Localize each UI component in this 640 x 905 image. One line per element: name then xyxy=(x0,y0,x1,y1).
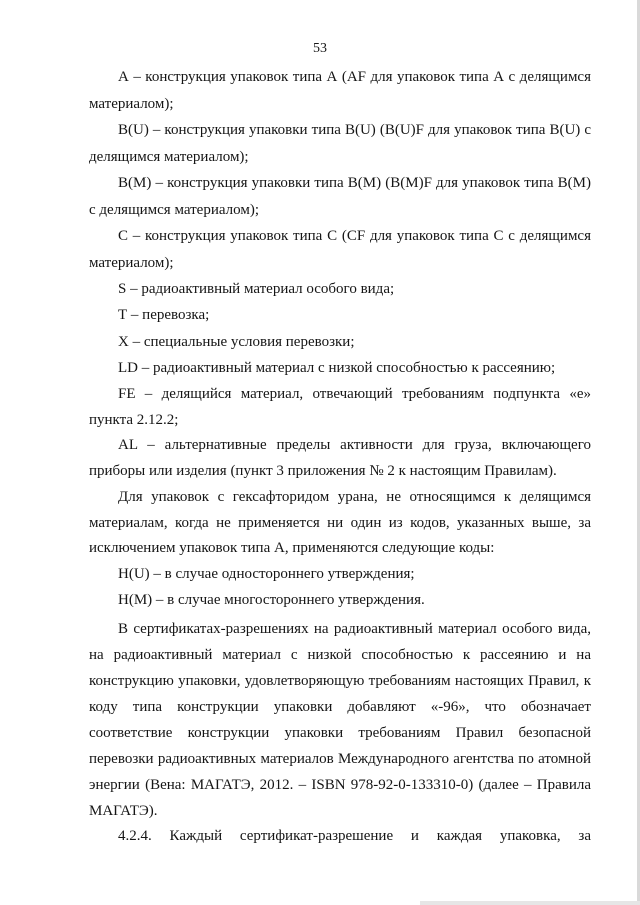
text-line: приборы или изделия (пункт 3 приложения № 2 к настоящим Правилам). xyxy=(89,463,557,479)
text-line: 4.2.4. Каждый сертификат-разрешение и каждая упаковка, за xyxy=(118,828,591,844)
text-line: В(М) – конструкция упаковки типа B(M) (B(M)F для упаковок типа B(M) xyxy=(118,175,591,191)
text-line: Н(М) – в случае многостороннего утверждения. xyxy=(118,592,425,608)
text-line: на радиоактивный материал с низкой способностью к рассеянию и на xyxy=(89,647,591,663)
text-line: материалом); xyxy=(89,255,174,271)
page-number: 53 xyxy=(313,41,327,56)
text-line: энергии (Вена: МАГАТЭ, 2012. – ISBN 978-92-0-133310-0) (далее – Правила xyxy=(89,777,591,793)
text-line: В сертификатах-разрешениях на радиоактивный материал особого вида, xyxy=(118,621,591,637)
text-line: Т – перевозка; xyxy=(118,307,210,323)
text-line: AL – альтернативные пределы активности для груза, включающего xyxy=(118,437,591,453)
text-line: LD – радиоактивный материал с низкой способностью к рассеянию; xyxy=(118,360,556,376)
text-line: делящимся материалом); xyxy=(89,149,249,165)
text-line: С – конструкция упаковок типа C (CF для упаковок типа C с делящимся xyxy=(118,228,591,244)
text-line: пункта 2.12.2; xyxy=(89,412,179,428)
text-line: материалом); xyxy=(89,96,174,112)
page-bottom-shadow xyxy=(420,901,640,905)
text-line: Х – специальные условия перевозки; xyxy=(118,334,355,350)
text-line: с делящимся материалом); xyxy=(89,202,260,218)
text-line: коду типа конструкции упаковки добавляют «-96», что обозначает xyxy=(89,699,591,715)
text-line: перевозки радиоактивных материалов Международного агентства по атомной xyxy=(89,751,591,767)
text-line: исключением упаковок типа А, применяются следующие коды: xyxy=(89,540,495,556)
text-line: соответствие конструкции упаковки требованиям Правил безопасной xyxy=(89,725,591,741)
text-line: H(U) – в случае одностороннего утверждения; xyxy=(118,566,415,582)
text-line: В(U) – конструкция упаковки типа B(U) (B(U)F для упаковок типа B(U) с xyxy=(118,122,591,138)
text-line: FE – делящийся материал, отвечающий требованиям подпункта «е» xyxy=(118,386,591,402)
text-line: S – радиоактивный материал особого вида; xyxy=(118,281,395,297)
text-line: материалам, когда не применяется ни один из кодов, указанных выше, за xyxy=(89,515,591,531)
text-line: МАГАТЭ). xyxy=(89,803,158,819)
text-line: Для упаковок с гексафторидом урана, не относящимся к делящимся xyxy=(118,489,591,505)
text-line: конструкцию упаковки, удовлетворяющую требованиям настоящих Правил, к xyxy=(89,673,591,689)
text-line: А – конструкция упаковок типа А (AF для упаковок типа А с делящимся xyxy=(118,69,591,85)
